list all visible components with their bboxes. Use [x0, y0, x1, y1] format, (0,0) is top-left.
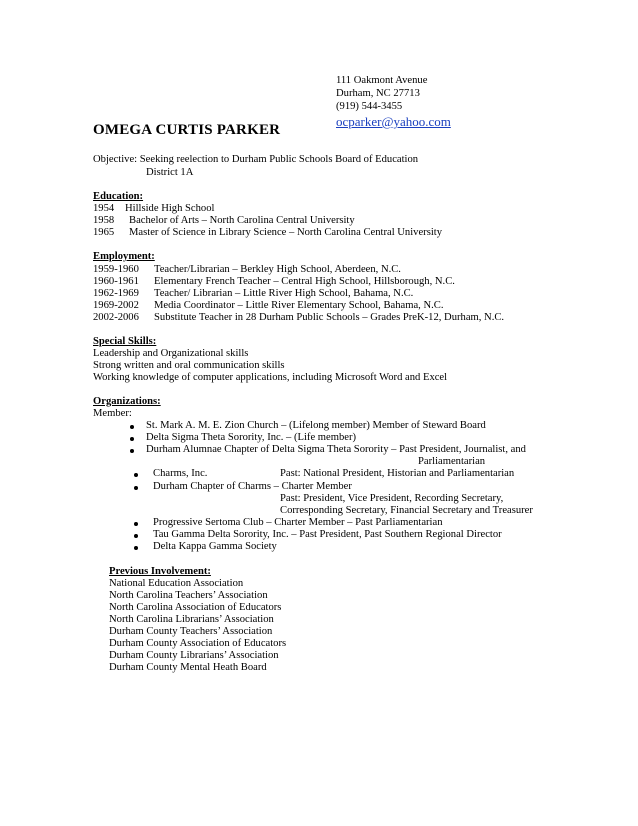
employment-text: Teacher/Librarian – Berkley High School, Aberdeen, N.C.	[154, 264, 401, 275]
contact-street: 111 Oakmont Avenue	[336, 75, 428, 86]
organization-item: Charms, Inc.	[153, 468, 208, 479]
employment-years: 1962-1969	[93, 288, 139, 299]
employment-years: 1969-2002	[93, 300, 139, 311]
skill-item: Leadership and Organizational skills	[93, 348, 249, 359]
employment-years: 1960-1961	[93, 276, 139, 287]
contact-city: Durham, NC 27713	[336, 88, 420, 99]
education-year: 1958	[93, 215, 115, 226]
employment-item	[93, 276, 455, 288]
resume-name: OMEGA CURTIS PARKER	[93, 122, 281, 138]
education-text: Master of Science in Library Science – North Carolina Central University	[129, 227, 443, 238]
previous-item: North Carolina Association of Educators	[109, 602, 282, 613]
organization-item-continued: Parliamentarian	[418, 456, 486, 467]
employment-heading: Employment:	[93, 251, 155, 262]
previous-item: Durham County Teachers’ Association	[109, 626, 273, 637]
previous-item: Durham County Association of Educators	[109, 638, 287, 649]
education-heading: Education:	[93, 191, 144, 202]
organization-roles: Corresponding Secretary, Financial Secretary and Treasurer	[280, 505, 533, 516]
bullet-dot	[134, 473, 138, 477]
bullet-dot	[134, 522, 138, 526]
organizations-heading: Organizations:	[93, 396, 161, 407]
bullet-dot	[130, 437, 134, 441]
previous-item: North Carolina Teachers’ Association	[109, 590, 268, 601]
objective-line-1: Objective: Seeking reelection to Durham Public Schools Board of Education	[93, 154, 419, 165]
employment-text: Substitute Teacher in 28 Durham Public Schools – Grades PreK-12, Durham, N.C.	[154, 312, 505, 323]
previous-involvement-heading: Previous Involvement:	[109, 566, 211, 577]
organization-item: Progressive Sertoma Club – Charter Member – Past Parliamentarian	[153, 517, 443, 528]
education-item	[93, 215, 355, 227]
employment-text: Elementary French Teacher – Central High School, Hillsborough, N.C.	[154, 276, 455, 287]
bullet-dot	[134, 546, 138, 550]
education-text: Hillside High School	[125, 203, 215, 214]
contact-phone: (919) 544-3455	[336, 101, 403, 112]
employment-item	[93, 288, 413, 300]
organization-roles: Past: President, Vice President, Recording Secretary,	[280, 493, 504, 504]
organization-item: Durham Alumnae Chapter of Delta Sigma Theta Sorority – Past President, Journalist, and	[146, 444, 526, 455]
skill-item: Strong written and oral communication skills	[93, 360, 285, 371]
employment-text: Teacher/ Librarian – Little River High School, Bahama, N.C.	[154, 288, 414, 299]
education-item	[93, 227, 442, 239]
organization-item: Durham Chapter of Charms – Charter Member	[153, 481, 352, 492]
bullet-dot	[130, 449, 134, 453]
employment-item	[93, 312, 504, 324]
education-item	[93, 203, 214, 215]
employment-item	[93, 300, 444, 312]
education-year: 1954	[93, 203, 115, 214]
education-text: Bachelor of Arts – North Carolina Central University	[129, 215, 355, 226]
organization-item: Delta Kappa Gamma Society	[153, 541, 277, 552]
organization-item: Delta Sigma Theta Sorority, Inc. – (Life member)	[146, 432, 357, 443]
bullet-dot	[134, 534, 138, 538]
previous-item: North Carolina Librarians’ Association	[109, 614, 274, 625]
previous-item: Durham County Mental Heath Board	[109, 662, 267, 673]
employment-years: 2002-2006	[93, 312, 139, 323]
education-year: 1965	[93, 227, 115, 238]
employment-years: 1959-1960	[93, 264, 139, 275]
contact-email-link[interactable]: ocparker@yahoo.com	[336, 114, 451, 129]
skills-heading: Special Skills:	[93, 336, 157, 347]
objective-line-2: District 1A	[146, 167, 194, 178]
employment-text: Media Coordinator – Little River Elementary School, Bahama, N.C.	[154, 300, 444, 311]
organization-item: St. Mark A. M. E. Zion Church – (Lifelong member) Member of Steward Board	[146, 420, 486, 431]
previous-item: National Education Association	[109, 578, 244, 589]
organization-roles: Past: National President, Historian and Parliamentarian	[280, 468, 515, 479]
bullet-dot	[130, 425, 134, 429]
organization-item: Tau Gamma Delta Sorority, Inc. – Past President, Past Southern Regional Director	[153, 529, 502, 540]
skill-item: Working knowledge of computer applications, including Microsoft Word and Excel	[93, 372, 448, 383]
employment-item	[93, 264, 401, 276]
previous-item: Durham County Librarians’ Association	[109, 650, 279, 661]
member-label: Member:	[93, 408, 132, 419]
contact-block	[336, 75, 451, 127]
bullet-dot	[134, 486, 138, 490]
